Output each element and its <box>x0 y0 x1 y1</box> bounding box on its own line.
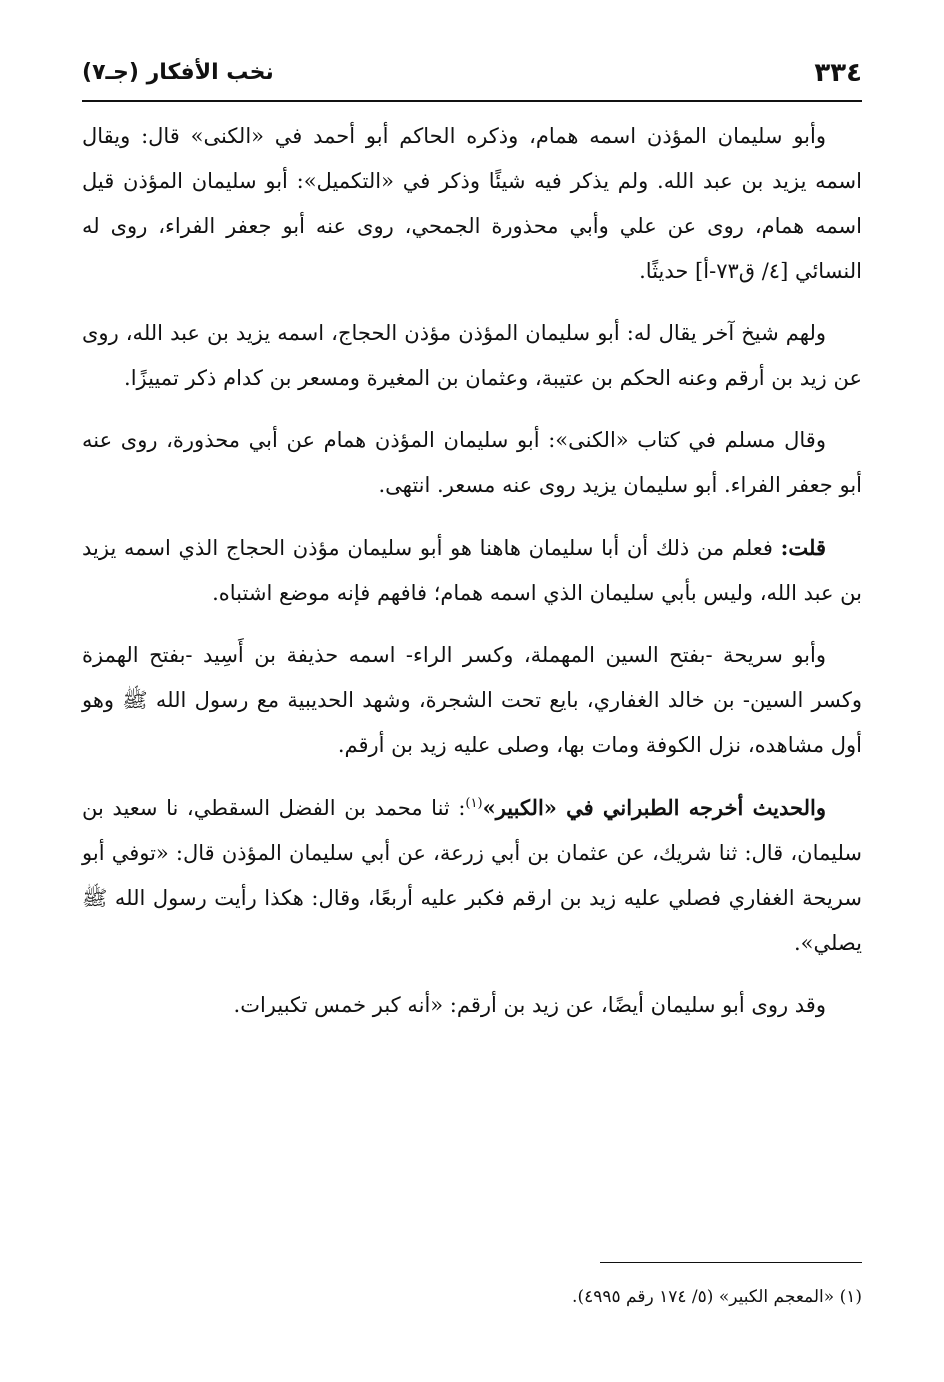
footnote-text: (١) «المعجم الكبير» (٥/ ١٧٤ رقم ٤٩٩٥). <box>572 1287 862 1307</box>
footnote-reference: (١) <box>465 796 483 811</box>
hadith-lead: والحديث أخرجه الطبراني في «الكبير» <box>482 795 826 820</box>
hadith-paragraph <box>82 785 862 966</box>
footnote-rule <box>600 1262 862 1263</box>
page-header <box>82 56 862 96</box>
running-title: نخب الأفكار (جـ٧) <box>82 60 274 85</box>
paragraph-lead: قلت: <box>780 535 826 560</box>
paragraph-text: وقال مسلم في كتاب «الكنى»: أبو سليمان المؤذن همام عن أبي محذورة، روى عنه أبو جعفر الفراء. أبو سليمان يزيد روى عنه مسعر. انتهى. <box>82 428 862 497</box>
paragraph-text: وقد روى أبو سليمان أيضًا، عن زيد بن أرقم: «أنه كبر خمس تكبيرات. <box>233 993 826 1017</box>
paragraph-text: وأبو سريحة -بفتح السين المهملة، وكسر الراء- اسمه حذيفة بن أَسِيد -بفتح الهمزة وكسر السين- بن خالد الغفاري، بايع تحت الشجرة، وشهد الحديبية مع رسول الله ﷺ وهو أول مشاهده، نزل الكوفة ومات بها، وصلى عليه زيد بن أرقم. <box>82 643 862 757</box>
paragraph <box>82 311 862 401</box>
paragraph-text: فعلم من ذلك أن أبا سليمان هاهنا هو أبو سليمان مؤذن الحجاج الذي اسمه يزيد بن عبد الله، وليس بأبي سليمان الذي اسمه همام؛ فافهم فإنه موضع اشتباه. <box>82 536 862 605</box>
page-number: ٣٣٤ <box>814 58 862 88</box>
paragraph <box>82 525 862 616</box>
paragraph-text: وأبو سليمان المؤذن اسمه همام، وذكره الحاكم أبو أحمد في «الكنى» قال: ويقال اسمه يزيد بن عبد الله. ولم يذكر فيه شيئًا وذكر في «التكميل»: أبو سليمان المؤذن قيل اسمه همام، روى عن علي وأبي محذورة الجمحي، روى عنه أبو جعفر الفراء، روى له النسائي [٤/ ق٧٣-أ] حديثًا. <box>82 124 862 283</box>
paragraph <box>82 418 862 508</box>
header-rule <box>82 100 862 102</box>
main-text <box>82 114 862 1045</box>
footnote <box>82 1282 862 1312</box>
hadith-text: : ثنا محمد بن الفضل السقطي، نا سعيد بن سليمان، قال: ثنا شريك، عن عثمان بن أبي زرعة، عن أبي سليمان المؤذن قال: «توفي أبو سريحة الغفاري فصلي عليه زيد بن ارقم فكبر عليه أربعًا، وقال: هكذا رأيت رسول الله ﷺ يصلي». <box>82 796 862 955</box>
paragraph <box>82 114 862 294</box>
paragraph-text: ولهم شيخ آخر يقال له: أبو سليمان المؤذن مؤذن الحجاج، اسمه يزيد بن عبد الله، روى عن زيد بن أرقم وعنه الحكم بن عتيبة، وعثمان بن المغيرة ومسعر بن كدام ذكر تمييزًا. <box>82 321 862 390</box>
paragraph <box>82 633 862 768</box>
paragraph <box>82 983 862 1028</box>
